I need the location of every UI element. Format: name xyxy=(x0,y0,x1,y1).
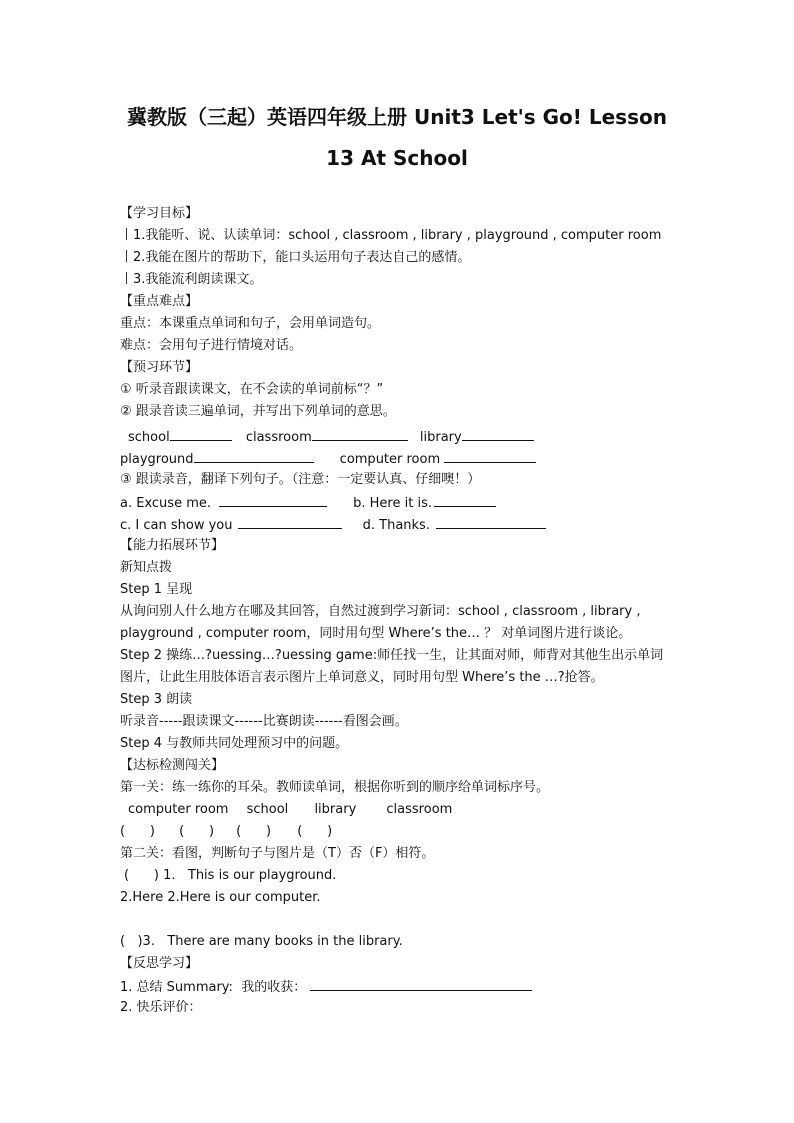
test-header: 【达标检测闯关】 xyxy=(120,758,225,773)
sentence-c: c. I can show you xyxy=(120,518,233,533)
preview-header: 【预习环节】 xyxy=(120,360,199,375)
sentence-b: b. Here it is. xyxy=(353,496,432,511)
page-title-line2: 13 At School xyxy=(326,146,468,170)
blank-line xyxy=(194,450,314,463)
step3-text: 听录音-----跟读课文------比赛朗读------看图会画。 xyxy=(120,714,408,729)
extension-header: 【能力拓展环节】 xyxy=(120,538,225,553)
word-row-2 xyxy=(120,450,536,468)
difficult-point: 难点：会用句子进行情境对话。 xyxy=(120,338,303,353)
blank-line xyxy=(436,516,546,529)
objectives-header: 【学习目标】 xyxy=(120,206,199,221)
sentence-a: a. Excuse me. xyxy=(120,496,211,511)
answer-paren-3: ( ) xyxy=(236,824,272,839)
level1-answer-row xyxy=(120,824,332,840)
step4-text: Step 4 与教师共同处理预习中的问题。 xyxy=(120,736,349,751)
reflection-summary xyxy=(120,978,532,996)
blank-line xyxy=(434,494,496,507)
preview-step1: ① 听录音跟读课文，在不会读的单词前标“？” xyxy=(120,382,384,397)
step1-text-a: 从询问别人什么地方在哪及其回答，自然过渡到学习新词：school , classroom , library , xyxy=(120,604,641,619)
summary-label: 1. 总结 Summary: 我的收获： xyxy=(120,980,307,995)
preview-step3: ③ 跟读录音，翻译下列句子。（注意：一定要认真、仔细噢！） xyxy=(120,472,481,487)
question-2: 2.Here 2.Here is our computer. xyxy=(120,890,321,905)
blank-line xyxy=(219,494,327,507)
reflection-header: 【反思学习】 xyxy=(120,956,199,971)
answer-paren-4: ( ) xyxy=(297,824,333,839)
word-library: library xyxy=(419,430,462,445)
blank-line xyxy=(462,428,534,441)
objective-item-2: 丨2.我能在图片的帮助下，能口头运用句子表达自己的感情。 xyxy=(120,250,471,265)
step1-text-b: playground , computer room，同时用句型 Where’s the… ？ 对单词图片进行谈论。 xyxy=(120,626,632,641)
level1-instruction: 第一关：练一练你的耳朵。教师读单词，根据你听到的顺序给单词标序号。 xyxy=(120,780,550,795)
question-1-text: 1. This is our playground. xyxy=(163,868,337,883)
step2-text-b: 图片，让此生用肢体语言表示图片上单词意义，同时用句型 Where’s the …?抢答。 xyxy=(120,670,604,685)
level1-word-classroom: classroom xyxy=(386,802,453,817)
question-1-paren: ( ) xyxy=(124,868,159,883)
blank-line xyxy=(312,428,408,441)
preview-step2: ② 跟录音读三遍单词，并写出下列单词的意思。 xyxy=(120,404,396,419)
blank-line xyxy=(170,428,232,441)
question-3-text: 3. There are many books in the library. xyxy=(142,934,403,949)
level1-word-school: school xyxy=(246,802,289,817)
level1-word-computer-room: computer room xyxy=(128,802,229,817)
question-3-paren: ( ) xyxy=(120,934,143,949)
word-school: school xyxy=(128,430,170,445)
sentence-row-1 xyxy=(120,494,496,512)
answer-paren-1: ( ) xyxy=(120,824,155,839)
word-computer-room: computer room xyxy=(339,452,441,467)
word-playground: playground xyxy=(120,452,194,467)
objective-item-1: 丨1.我能听、说、认读单词：school , classroom , library , playground , computer room xyxy=(120,228,662,243)
level1-word-row xyxy=(128,802,452,818)
page-title-line1: 冀教版（三起）英语四年级上册 Unit3 Let's Go! Lesson xyxy=(127,105,667,129)
blank-line xyxy=(238,516,342,529)
key-points-header: 【重点难点】 xyxy=(120,294,199,309)
objective-item-3: 丨3.我能流利朗读课文。 xyxy=(120,272,263,287)
extension-sub: 新知点拨 xyxy=(120,560,173,575)
question-3 xyxy=(120,934,403,950)
level2-instruction: 第二关：看图，判断句子与图片是（T）否（F）相符。 xyxy=(120,846,435,861)
level1-word-library: library xyxy=(314,802,357,817)
key-point: 重点：本课重点单词和句子，会用单词造句。 xyxy=(120,316,381,331)
word-row-1 xyxy=(128,428,534,446)
sentence-row-2 xyxy=(120,516,546,534)
step3-title: Step 3 朗读 xyxy=(120,692,193,707)
step2-text-a: Step 2 操练…?uessing…?uessing game:师任找一生，让其面对师，师背对其他生出示单词 xyxy=(120,648,664,663)
word-classroom: classroom xyxy=(245,430,312,445)
reflection-evaluation: 2. 快乐评价： xyxy=(120,1000,202,1015)
blank-line xyxy=(310,978,532,991)
step1-title: Step 1 呈现 xyxy=(120,582,193,597)
question-1 xyxy=(124,868,336,884)
sentence-d: d. Thanks. xyxy=(362,518,430,533)
blank-line xyxy=(444,450,536,463)
answer-paren-2: ( ) xyxy=(179,824,215,839)
